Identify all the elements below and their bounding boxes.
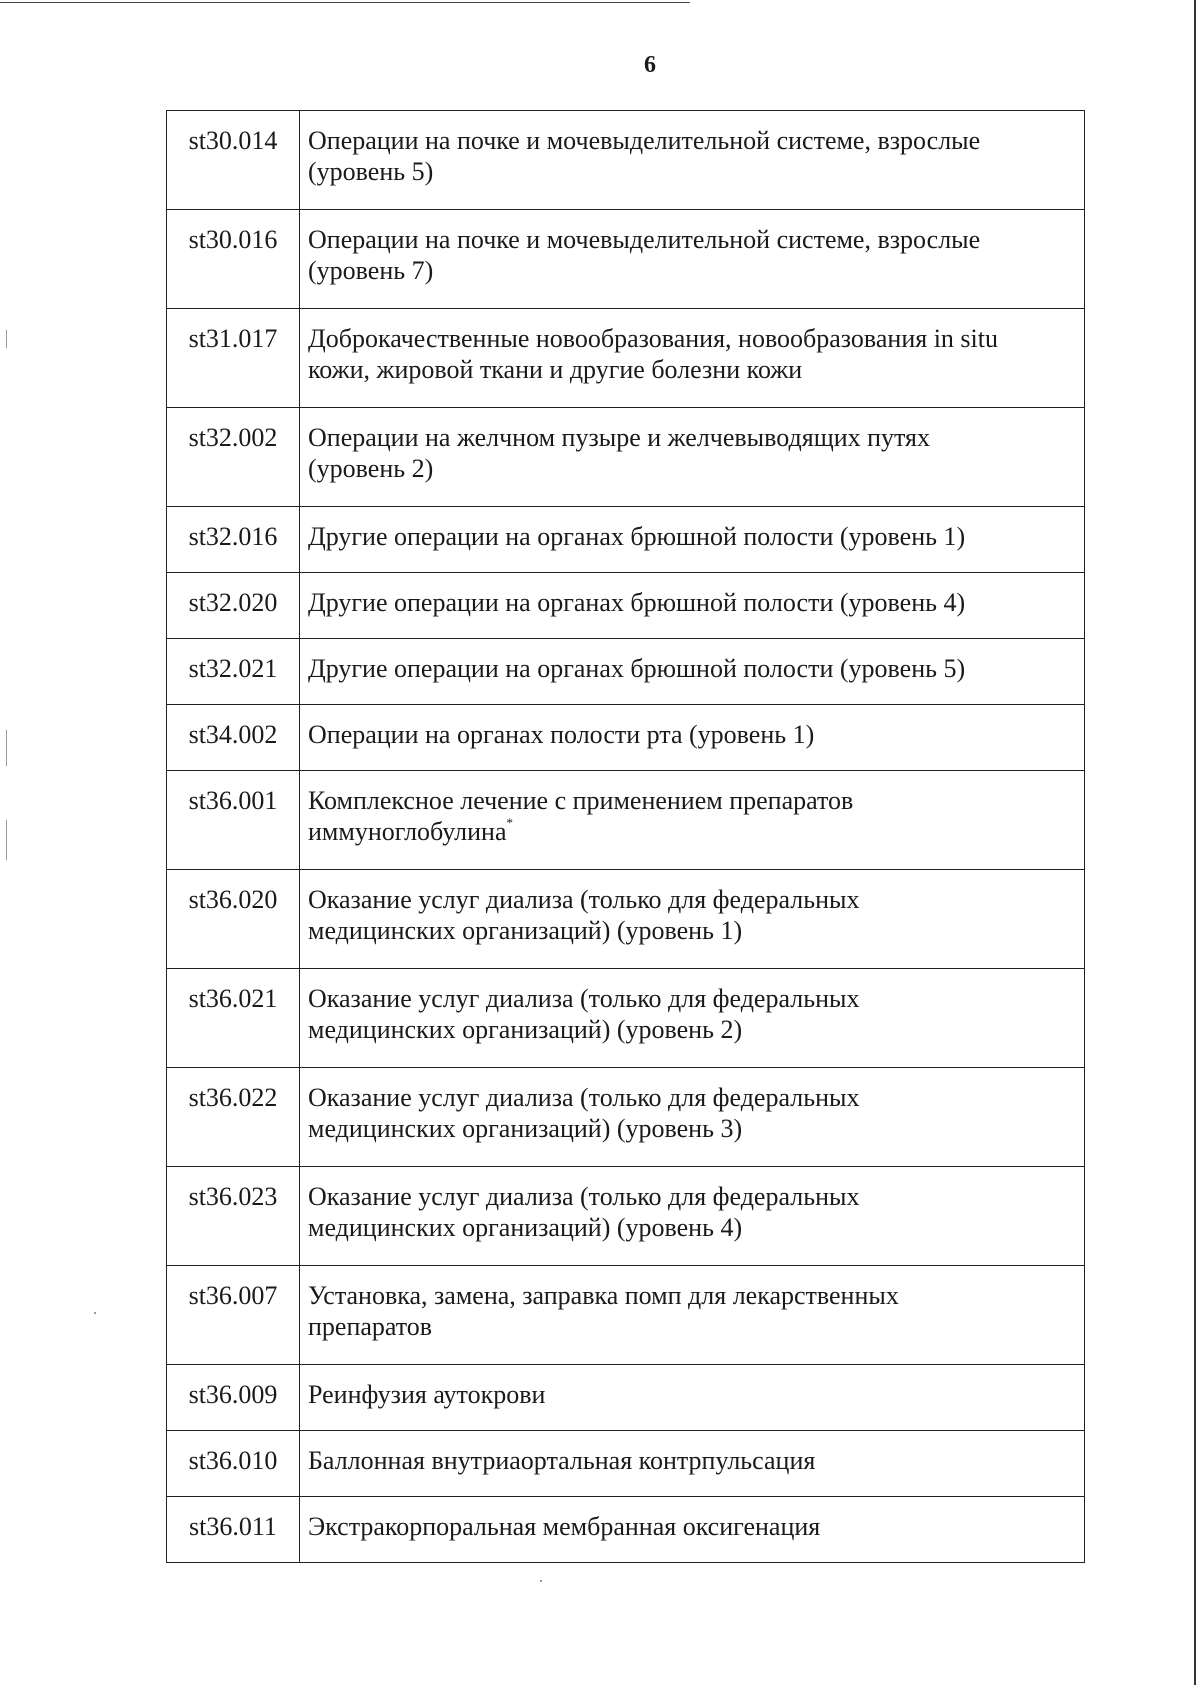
table-row bbox=[167, 705, 1085, 771]
description-text: медицинских организаций) (уровень 2) bbox=[308, 1015, 743, 1044]
table-body bbox=[167, 111, 1085, 1563]
table-row bbox=[167, 1497, 1085, 1563]
description-text: Другие операции на органах брюшной полости (уровень 4) bbox=[308, 588, 966, 617]
description-line bbox=[308, 983, 1076, 1014]
row-description bbox=[300, 408, 1085, 507]
description-text: Операции на органах полости рта (уровень 1) bbox=[308, 720, 815, 749]
row-code: st36.009 bbox=[167, 1365, 300, 1431]
description-text: кожи, жировой ткани и другие болезни кожи bbox=[308, 355, 803, 384]
description-text: (уровень 5) bbox=[308, 157, 434, 186]
description-line bbox=[308, 719, 1076, 750]
description-line bbox=[308, 422, 1076, 453]
description-line bbox=[308, 1379, 1076, 1410]
description-line bbox=[308, 521, 1076, 552]
description-text: медицинских организаций) (уровень 1) bbox=[308, 916, 743, 945]
row-description bbox=[300, 1365, 1085, 1431]
description-line bbox=[308, 224, 1076, 255]
description-text: медицинских организаций) (уровень 4) bbox=[308, 1213, 743, 1242]
scan-right-edge bbox=[1194, 0, 1196, 1685]
row-code: st36.022 bbox=[167, 1068, 300, 1167]
description-text: Другие операции на органах брюшной полости (уровень 5) bbox=[308, 654, 966, 683]
description-text: Операции на почке и мочевыделительной системе, взрослые bbox=[308, 126, 981, 155]
description-text: Оказание услуг диализа (только для федеральных bbox=[308, 984, 860, 1013]
row-code: st32.002 bbox=[167, 408, 300, 507]
description-line bbox=[308, 785, 1076, 816]
description-line bbox=[308, 1181, 1076, 1212]
row-description bbox=[300, 1167, 1085, 1266]
description-line bbox=[308, 323, 1076, 354]
description-line bbox=[308, 1311, 1076, 1342]
description-line bbox=[308, 1280, 1076, 1311]
row-description bbox=[300, 870, 1085, 969]
description-text: Реинфузия аутокрови bbox=[308, 1380, 546, 1409]
table-row bbox=[167, 771, 1085, 870]
row-code: st36.021 bbox=[167, 969, 300, 1068]
description-text: Комплексное лечение с применением препаратов bbox=[308, 786, 854, 815]
description-text: Операции на почке и мочевыделительной системе, взрослые bbox=[308, 225, 981, 254]
scan-speck bbox=[6, 330, 7, 348]
table-row bbox=[167, 969, 1085, 1068]
row-description bbox=[300, 1497, 1085, 1563]
row-description bbox=[300, 771, 1085, 870]
table-row bbox=[167, 507, 1085, 573]
description-line bbox=[308, 1511, 1076, 1542]
footnote-mark: * bbox=[506, 815, 513, 830]
description-line bbox=[308, 915, 1076, 946]
row-code: st36.001 bbox=[167, 771, 300, 870]
description-text: Экстракорпоральная мембранная оксигенация bbox=[308, 1512, 821, 1541]
description-text: (уровень 2) bbox=[308, 454, 434, 483]
row-code: st36.011 bbox=[167, 1497, 300, 1563]
row-code: st30.014 bbox=[167, 111, 300, 210]
description-text: Операции на желчном пузыре и желчевыводящих путях bbox=[308, 423, 931, 452]
description-line bbox=[308, 653, 1076, 684]
description-text: иммуноглобулина bbox=[308, 817, 507, 846]
description-text: препаратов bbox=[308, 1312, 433, 1341]
table-row bbox=[167, 210, 1085, 309]
table-row bbox=[167, 1365, 1085, 1431]
scan-top-rule bbox=[0, 2, 690, 3]
table-row bbox=[167, 1167, 1085, 1266]
description-line bbox=[308, 816, 1076, 847]
table-row bbox=[167, 870, 1085, 969]
description-text: Доброкачественные новообразования, новообразования in situ bbox=[308, 324, 998, 353]
table-row bbox=[167, 573, 1085, 639]
row-code: st32.020 bbox=[167, 573, 300, 639]
description-line bbox=[308, 1113, 1076, 1144]
description-line bbox=[308, 884, 1076, 915]
description-text: Баллонная внутриаортальная контрпульсация bbox=[308, 1446, 816, 1475]
row-description bbox=[300, 969, 1085, 1068]
row-description bbox=[300, 639, 1085, 705]
description-text: Оказание услуг диализа (только для федеральных bbox=[308, 885, 860, 914]
description-text: Оказание услуг диализа (только для федеральных bbox=[308, 1182, 860, 1211]
table-row bbox=[167, 639, 1085, 705]
row-description bbox=[300, 210, 1085, 309]
row-description bbox=[300, 309, 1085, 408]
description-line bbox=[308, 453, 1076, 484]
row-description bbox=[300, 1431, 1085, 1497]
row-code: st32.021 bbox=[167, 639, 300, 705]
description-line bbox=[308, 1082, 1076, 1113]
description-line bbox=[308, 1014, 1076, 1045]
description-line bbox=[308, 354, 1076, 385]
description-line bbox=[308, 1445, 1076, 1476]
table-row bbox=[167, 408, 1085, 507]
description-text: Другие операции на органах брюшной полости (уровень 1) bbox=[308, 522, 966, 551]
row-code: st36.023 bbox=[167, 1167, 300, 1266]
row-code: st36.007 bbox=[167, 1266, 300, 1365]
row-description bbox=[300, 705, 1085, 771]
row-code: st30.016 bbox=[167, 210, 300, 309]
description-line bbox=[308, 156, 1076, 187]
description-line bbox=[308, 125, 1076, 156]
row-code: st31.017 bbox=[167, 309, 300, 408]
table-row bbox=[167, 1068, 1085, 1167]
scan-speck bbox=[6, 820, 7, 860]
row-code: st36.020 bbox=[167, 870, 300, 969]
table-row bbox=[167, 111, 1085, 210]
table-row bbox=[167, 309, 1085, 408]
row-code: st32.016 bbox=[167, 507, 300, 573]
description-line bbox=[308, 1212, 1076, 1243]
table-row bbox=[167, 1431, 1085, 1497]
description-text: медицинских организаций) (уровень 3) bbox=[308, 1114, 743, 1143]
row-description bbox=[300, 1266, 1085, 1365]
procedure-code-table bbox=[166, 110, 1085, 1563]
description-text: Установка, замена, заправка помп для лекарственных bbox=[308, 1281, 899, 1310]
row-description bbox=[300, 111, 1085, 210]
description-text: Оказание услуг диализа (только для федеральных bbox=[308, 1083, 860, 1112]
description-text: (уровень 7) bbox=[308, 256, 434, 285]
row-description bbox=[300, 573, 1085, 639]
description-line bbox=[308, 587, 1076, 618]
description-line bbox=[308, 255, 1076, 286]
row-code: st34.002 bbox=[167, 705, 300, 771]
row-description bbox=[300, 507, 1085, 573]
scan-speck bbox=[6, 730, 7, 766]
row-code: st36.010 bbox=[167, 1431, 300, 1497]
row-description bbox=[300, 1068, 1085, 1167]
table-row bbox=[167, 1266, 1085, 1365]
scan-speck bbox=[540, 1580, 542, 1582]
page-number: 6 bbox=[644, 52, 656, 78]
scan-speck bbox=[94, 1312, 96, 1314]
